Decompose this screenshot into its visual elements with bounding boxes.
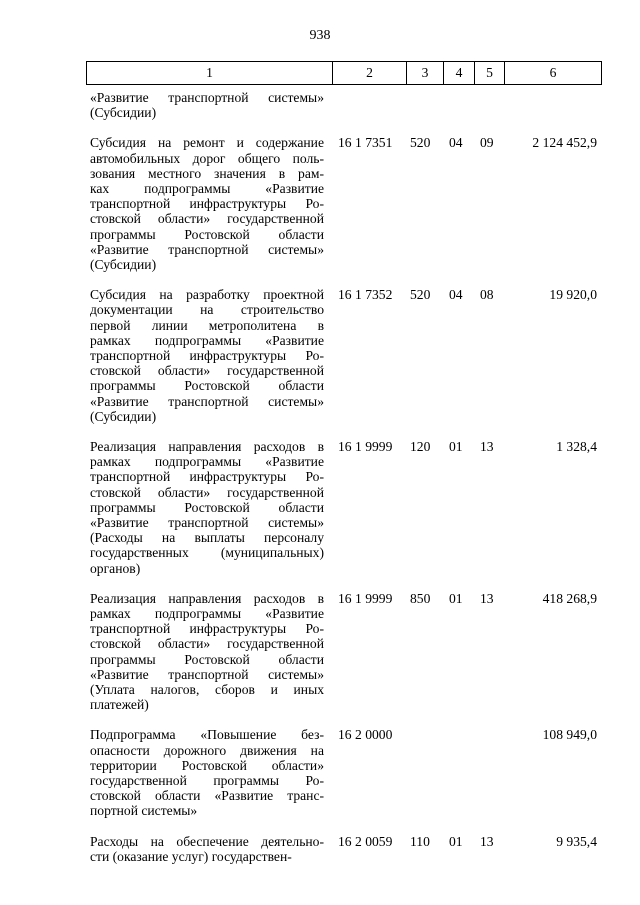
description-line: программы Ростовской области: [90, 651, 324, 667]
section-code: 01: [449, 833, 463, 849]
subsection-code: 09: [480, 135, 494, 151]
table-row: [86, 591, 601, 713]
row-description: [90, 834, 324, 864]
amount: 9 935,4: [556, 833, 597, 849]
description-line: транспортной инфраструктуры Ро-: [90, 621, 324, 637]
table-row: [86, 90, 601, 120]
section-code: 04: [449, 135, 463, 151]
description-line: транспортной инфраструктуры Ро-: [90, 348, 324, 363]
expense-type-code: 520: [410, 287, 431, 303]
description-line: «Развитие транспортной системы»: [90, 515, 324, 530]
section-code: 01: [449, 438, 463, 454]
table-row: [86, 439, 601, 576]
description-line: стовской области «Развитие транс-: [90, 788, 324, 804]
description-line: программы Ростовской области: [90, 499, 324, 515]
description-line: документации на строительство: [90, 302, 324, 318]
description-line: первой линии метрополитена в: [90, 317, 324, 333]
description-line: рамках подпрограммы «Развитие: [90, 605, 324, 621]
amount: 2 124 452,9: [532, 135, 597, 151]
amount: 418 268,9: [542, 590, 597, 606]
description-line: территории Ростовской области»: [90, 757, 324, 773]
description-line: Подпрограмма «Повышение без-: [90, 727, 324, 743]
table-row: [86, 727, 601, 818]
expense-type-code: 110: [410, 833, 430, 849]
description-line: стовской области» государственной: [90, 211, 324, 227]
description-line: Расходы на обеспечение деятельно-: [90, 833, 324, 849]
description-line: рамках подпрограммы «Развитие: [90, 454, 324, 470]
description-line: органов): [90, 560, 141, 576]
description-line: программы Ростовской области: [90, 378, 324, 394]
target-article-code: 16 1 9999: [338, 438, 393, 454]
subsection-code: 13: [480, 833, 494, 849]
description-line: (Расходы на выплаты персоналу: [90, 530, 324, 546]
subsection-code: 08: [480, 287, 494, 303]
subsection-code: 13: [480, 590, 494, 606]
description-line: рамках подпрограммы «Развитие: [90, 332, 324, 348]
row-description: [90, 439, 324, 576]
description-line: зования местного значения в рам-: [90, 165, 324, 181]
description-line: опасности дорожного движения на: [90, 742, 324, 758]
description-line: государственных (муниципальных): [90, 545, 324, 561]
target-article-code: 16 1 7351: [338, 135, 393, 151]
description-line: платежей): [90, 697, 149, 713]
description-line: транспортной инфраструктуры Ро-: [90, 469, 324, 485]
page-number: 938: [309, 28, 331, 43]
expense-type-code: 520: [410, 135, 431, 151]
description-line: транспортной инфраструктуры Ро-: [90, 196, 324, 212]
description-line: «Развитие транспортной системы»: [90, 90, 324, 105]
amount: 19 920,0: [549, 287, 597, 303]
column-header-row: [86, 61, 602, 85]
row-description: [90, 287, 324, 424]
table-row: [86, 135, 601, 272]
description-line: стовской области» государственной: [90, 636, 324, 652]
expense-type-code: 850: [410, 590, 431, 606]
description-line: сти (оказание услуг) государствен-: [90, 848, 292, 864]
column-header-4: 4: [444, 62, 475, 85]
table-row: [86, 834, 601, 864]
column-header-3: 3: [407, 62, 444, 85]
section-code: 01: [449, 590, 463, 606]
description-line: портной системы»: [90, 803, 198, 819]
column-header-6: 6: [505, 62, 602, 85]
description-line: ках подпрограммы «Развитие: [90, 181, 324, 196]
amount: 108 949,0: [542, 727, 597, 743]
row-description: [90, 90, 324, 120]
description-line: (Субсидии): [90, 105, 157, 121]
description-line: «Развитие транспортной системы»: [90, 393, 324, 409]
description-line: автомобильных дорог общего поль-: [90, 150, 324, 166]
subsection-code: 13: [480, 438, 494, 454]
row-description: [90, 135, 324, 272]
description-line: «Развитие транспортной системы»: [90, 666, 324, 682]
description-line: Субсидия на разработку проектной: [90, 287, 324, 303]
amount: 1 328,4: [556, 438, 597, 454]
row-description: [90, 591, 324, 713]
target-article-code: 16 1 9999: [338, 590, 393, 606]
target-article-code: 16 2 0059: [338, 833, 393, 849]
column-header-5: 5: [475, 62, 505, 85]
description-line: Реализация направления расходов в: [90, 438, 324, 454]
description-line: государственной программы Ро-: [90, 772, 324, 788]
target-article-code: 16 1 7352: [338, 287, 393, 303]
target-article-code: 16 2 0000: [338, 727, 393, 743]
column-header-2: 2: [333, 62, 407, 85]
section-code: 04: [449, 287, 463, 303]
description-line: (Уплата налогов, сборов и иных: [90, 682, 324, 697]
description-line: Субсидия на ремонт и содержание: [90, 135, 324, 151]
row-description: [90, 727, 324, 818]
expense-type-code: 120: [410, 438, 431, 454]
column-header-1: 1: [87, 62, 333, 85]
description-line: программы Ростовской области: [90, 226, 324, 242]
description-line: стовской области» государственной: [90, 484, 324, 500]
table-row: [86, 287, 601, 424]
description-line: Реализация направления расходов в: [90, 590, 324, 606]
description-line: (Субсидии): [90, 257, 157, 273]
description-line: (Субсидии): [90, 408, 157, 424]
description-line: «Развитие транспортной системы»: [90, 241, 324, 257]
table-body: [86, 90, 601, 864]
description-line: стовской области» государственной: [90, 363, 324, 379]
